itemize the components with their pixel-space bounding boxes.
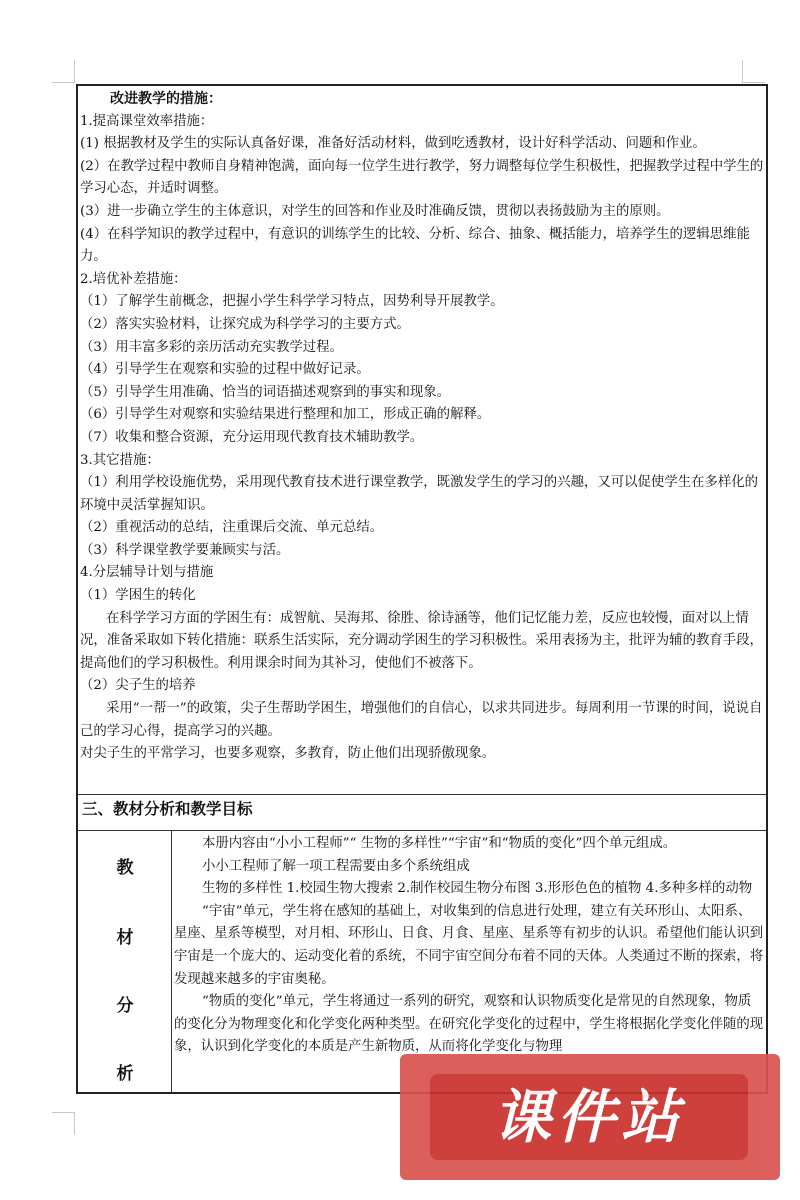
analysis-content-cell (174, 833, 764, 1059)
text-line: （6）引导学生对观察和实验结果进行整理和加工，形成正确的解释。 (80, 407, 491, 423)
text-line: 对尖子生的平常学习，也要多观察，多教育，防止他们出现骄傲现象。 (80, 746, 496, 762)
measures-heading: 改进教学的措施： (110, 91, 222, 107)
paragraph-top-students: 采用“一帮一”的政策，尖子生帮助学困生，增强他们的自信心，以求共同进步。每周利用一节课的时间，说说自己的学习心得，提高学习的兴趣。 (80, 701, 763, 739)
crop-mark-bottom-left (52, 1112, 75, 1135)
watermark-plate (430, 1074, 748, 1160)
text-line: （1）学困生的转化 (80, 588, 196, 604)
text-line: (4）在科学知识的教学过程中，有意识的训练学生的比较、分析、综合、抽象、概括能力，培养学生的逻辑思维能力。 (80, 226, 750, 265)
section-title: 三、教材分析和教学目标 (82, 799, 253, 818)
textbook-analysis-row (78, 830, 766, 1092)
text-line: (1) 根据教材及学生的实际认真备好课，准备好活动材料，做到吃透教材，设计好科学活动、问题和作业。 (80, 136, 706, 152)
text-line: 3.其它措施： (80, 452, 160, 468)
analysis-paragraph: 生物的多样性 1.校园生物大搜索 2.制作校园生物分布图 3.形形色色的植物 4.多种多样的动物 (202, 881, 753, 897)
text-line: （3）科学课堂教学要兼顾实与活。 (80, 542, 290, 558)
analysis-paragraph: 小小工程师了解一项工程需要由多个系统组成 (202, 858, 470, 874)
text-line: （1）利用学校设施优势，采用现代教育技术进行课堂教学，既激发学生的学习的兴趣，又可以促使学生在多样化的环境中灵活掌握知识。 (80, 475, 759, 513)
text-line: （2）落实实验材料，让探究成为科学学习的主要方式。 (80, 316, 410, 332)
text-line: （2）尖子生的培养 (80, 678, 196, 694)
analysis-paragraph: “宇宙”单元，学生将在感知的基础上，对收集到的信息进行处理，建立有关环形山、太阳系、星座、星系等模型，对月相、环形山、日食、月食、星座、星系等有初步的认识。希望他们能认识到宇宙是一个庞大的、运动变化着的系统，不同宇宙空间分布着不同的天体。人类通过不断的探索，将发现越来越多的宇宙奥秘。 (174, 903, 764, 987)
text-line: （3）用丰富多彩的亲历活动充实教学过程。 (80, 339, 343, 355)
text-line: （5）引导学生用准确、恰当的词语描述观察到的事实和现象。 (80, 384, 451, 400)
crop-mark-top-left (52, 60, 75, 83)
document-table (76, 84, 768, 1094)
text-line: （2）重视活动的总结，注重课后交流、单元总结。 (80, 520, 384, 536)
text-line: 2.培优补差措施： (80, 271, 187, 287)
section-title-cell (78, 794, 766, 830)
text-line: （4）引导学生在观察和实验的过程中做好记录。 (80, 362, 370, 378)
analysis-paragraph: 本册内容由“小小工程师”“ 生物的多样性”“宇宙”和“物质的变化”四个单元组成。 (202, 836, 677, 851)
text-line: 1.提高课堂效率措施： (80, 113, 214, 129)
text-line: 4.分层辅导计划与措施 (80, 565, 214, 581)
text-line: (3）进一步确立学生的主体意识，对学生的回答和作业及时准确反馈，贯彻以表扬鼓励为主的原则。 (80, 203, 670, 219)
teaching-measures-cell (78, 86, 766, 794)
text-line: （1）了解学生前概念，把握小学生科学学习特点，因势利导开展教学。 (80, 294, 504, 310)
analysis-paragraph: “物质的变化”单元，学生将通过一系列的研究，观察和认识物质变化是常见的自然现象，物质的变化分为物理变化和化学变化两种类型。在研究化学变化的过程中，学生将根据化学变化伴随的现象，认识到化学变化的本质是产生新物质，从而将化学变化与物理 (174, 994, 764, 1055)
vertical-label-cell (78, 831, 172, 1093)
vertical-label-char: 材 (116, 928, 134, 948)
vertical-label-char: 分 (116, 996, 134, 1016)
crop-mark-top-right (742, 60, 765, 83)
watermark-logo (400, 1054, 780, 1180)
text-line: （7）收集和整合资源，充分运用现代教育技术辅助教学。 (80, 429, 424, 445)
text-line: (2）在教学过程中教师自身精神饱满，面向每一位学生进行教学，努力调整每位学生积极性，把握教学过程中学生的学习心态，并适时调整。 (80, 158, 764, 197)
watermark-text: 课件站 (492, 1083, 685, 1151)
vertical-label-char: 教 (116, 858, 134, 878)
vertical-label-char: 析 (116, 1064, 134, 1084)
paragraph-struggling-students: 在科学学习方面的学困生有：成智航、吴海邦、徐胜、徐诗涵等，他们记忆能力差，反应也较慢，面对以上情况，准备采取如下转化措施：联系生活实际，充分调动学困生的学习积极性。采用表扬为主，批评为辅的教育手段，提高他们的学习积极性。利用课余时间为其补习，使他们不被落下。 (80, 610, 763, 671)
